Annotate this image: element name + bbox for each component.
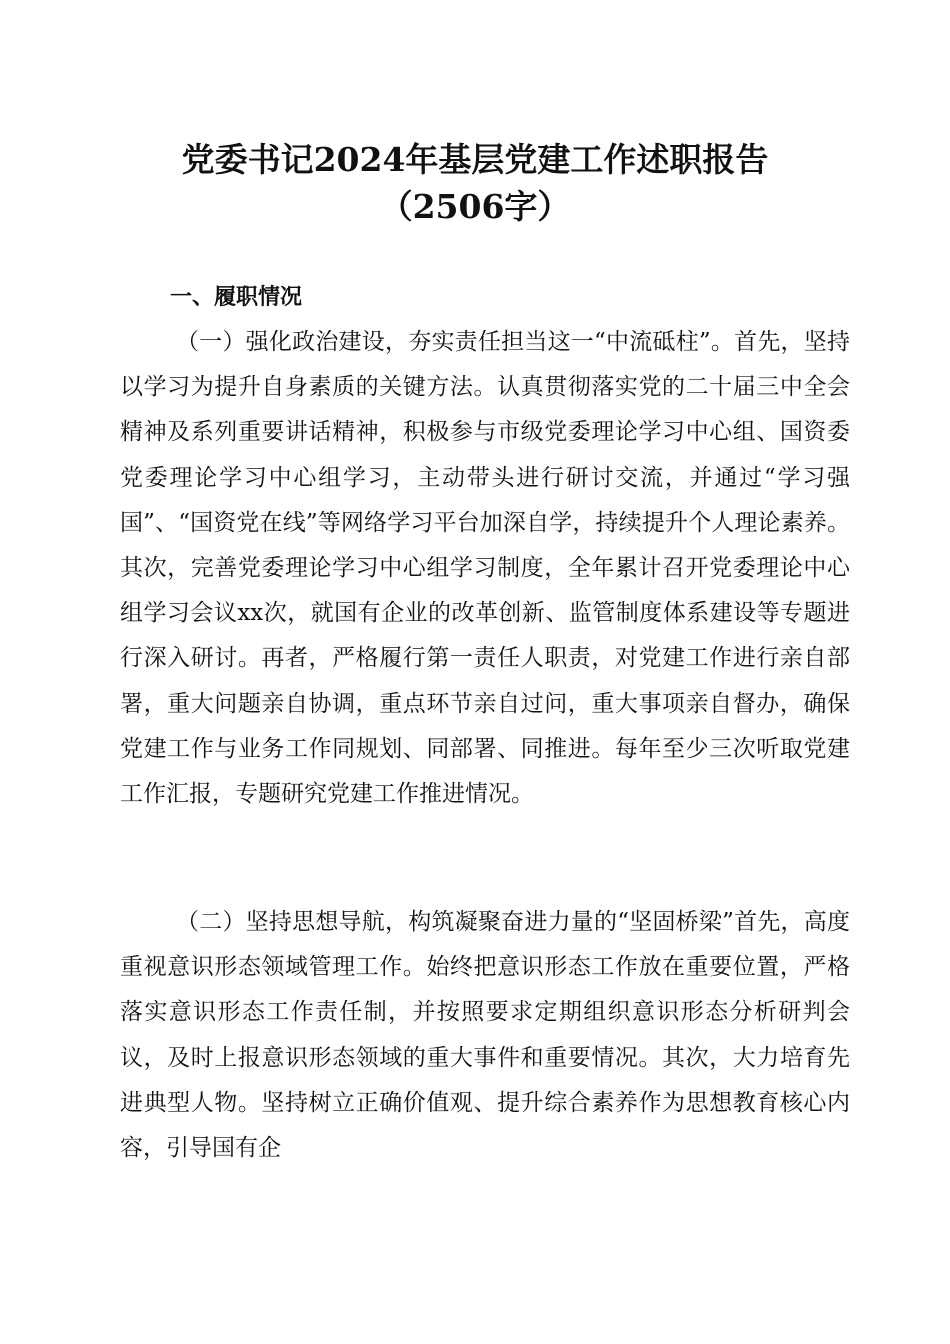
document-title: 党委书记2024年基层党建工作述职报告 [181, 140, 769, 179]
paragraph-ideological-guidance: （二）坚持思想导航，构筑凝聚奋进力量的“坚固桥梁”首先，高度重视意识形态领域管理工作。始终把意识形态工作放在重要位置，严格落实意识形态工作责任制，并按照要求定期组织意识形态分析研判会议，及时上报意识形态领域的重大事件和重要情况。其次，大力培育先进典型人物。坚持树立正确价值观、提升综合素养作为思想教育核心内容，引导国有企 [120, 909, 850, 1162]
paragraph-political-construction: （一）强化政治建设，夯实责任担当这一“中流砥柱”。首先，坚持以学习为提升自身素质的关键方法。认真贯彻落实党的二十届三中全会精神及系列重要讲话精神，积极参与市级党委理论学习中心组、国资委党委理论学习中心组学习，主动带头进行研讨交流，并通过“学习强国”、“国资党在线”等网络学习平台加深自学，持续提升个人理论素养。其次，完善党委理论学习中心组学习制度，全年累计召开党委理论中心组学习会议xx次，就国有企业的改革创新、监管制度体系建设等专题进行深入研讨。再者，严格履行第一责任人职责，对党建工作进行亲自部署，重大问题亲自协调，重点环节亲自过问，重大事项亲自督办，确保党建工作与业务工作同规划、同部署、同推进。每年至少三次听取党建工作汇报，专题研究党建工作推进情况。 [120, 329, 850, 808]
section-heading: 一、履职情况 [170, 285, 303, 310]
document-word-count: （2506字） [379, 187, 571, 226]
